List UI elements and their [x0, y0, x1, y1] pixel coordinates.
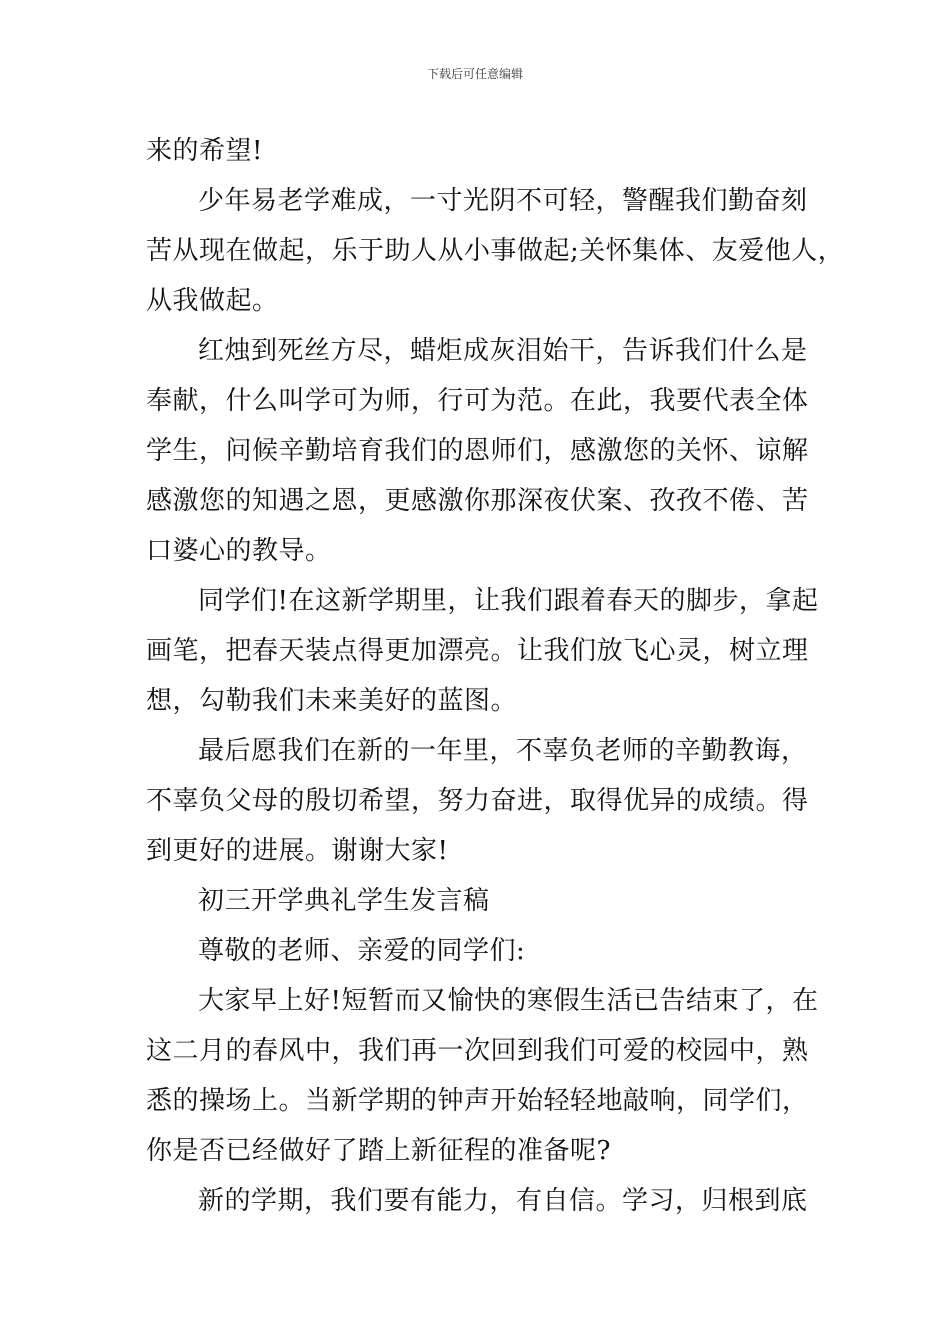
- paragraph: [146, 1176, 822, 1226]
- text-line: 到更好的进展。谢谢大家!: [146, 836, 449, 866]
- text-line: 这二月的春风中，我们再一次回到我们可爱的校园中，熟: [146, 1036, 809, 1066]
- paragraph: [146, 976, 822, 1176]
- text-line: 最后愿我们在新的一年里，不辜负老师的辛勤教诲，: [198, 736, 808, 766]
- text-line: 不辜负父母的殷切希望，努力奋进，取得优异的成绩。得: [146, 786, 809, 816]
- text-line: 苦从现在做起，乐于助人从小事做起;关怀集体、友爱他人，: [146, 236, 845, 266]
- text-line: 红烛到死丝方尽，蜡炬成灰泪始干，告诉我们什么是: [198, 336, 808, 366]
- text-line: 奉献，什么叫学可为师，行可为范。在此，我要代表全体: [146, 386, 809, 416]
- page-header: [0, 66, 950, 82]
- text-line: 你是否已经做好了踏上新征程的准备呢?: [146, 1136, 611, 1166]
- text-line: 尊敬的老师、亲爱的同学们:: [198, 936, 526, 966]
- text-line: 想，勾勒我们未来美好的蓝图。: [146, 686, 518, 716]
- text-line: 口婆心的教导。: [146, 536, 332, 566]
- text-line: 悉的操场上。当新学期的钟声开始轻轻地敲响，同学们，: [146, 1086, 809, 1116]
- text-line: 画笔，把春天装点得更加漂亮。让我们放飞心灵，树立理: [146, 636, 809, 666]
- paragraph: [146, 176, 845, 326]
- text-line: 从我做起。: [146, 286, 279, 316]
- text-line: 初三开学典礼学生发言稿: [198, 886, 490, 916]
- text-line: 来的希望!: [146, 136, 263, 166]
- paragraph: [146, 576, 822, 726]
- text-line: 感激您的知遇之恩，更感激你那深夜伏案、孜孜不倦、苦: [146, 486, 809, 516]
- text-line: 学生，问候辛勤培育我们的恩师们，感激您的关怀、谅解: [146, 436, 809, 466]
- text-line: 同学们!在这新学期里，让我们跟着春天的脚步，拿起: [198, 586, 819, 616]
- document-body: [146, 126, 845, 1226]
- text-line: 新的学期，我们要有能力，有自信。学习，归根到底: [198, 1186, 808, 1216]
- text-line: 少年易老学难成，一寸光阴不可轻，警醒我们勤奋刻: [198, 186, 808, 216]
- paragraph: [146, 326, 822, 576]
- paragraph: [146, 926, 822, 976]
- paragraph: [146, 126, 822, 176]
- header-text: 下载后可任意编辑: [426, 67, 523, 81]
- paragraph: [146, 726, 822, 876]
- paragraph: [146, 876, 822, 926]
- text-line: 大家早上好!短暂而又愉快的寒假生活已告结束了，在: [198, 986, 819, 1016]
